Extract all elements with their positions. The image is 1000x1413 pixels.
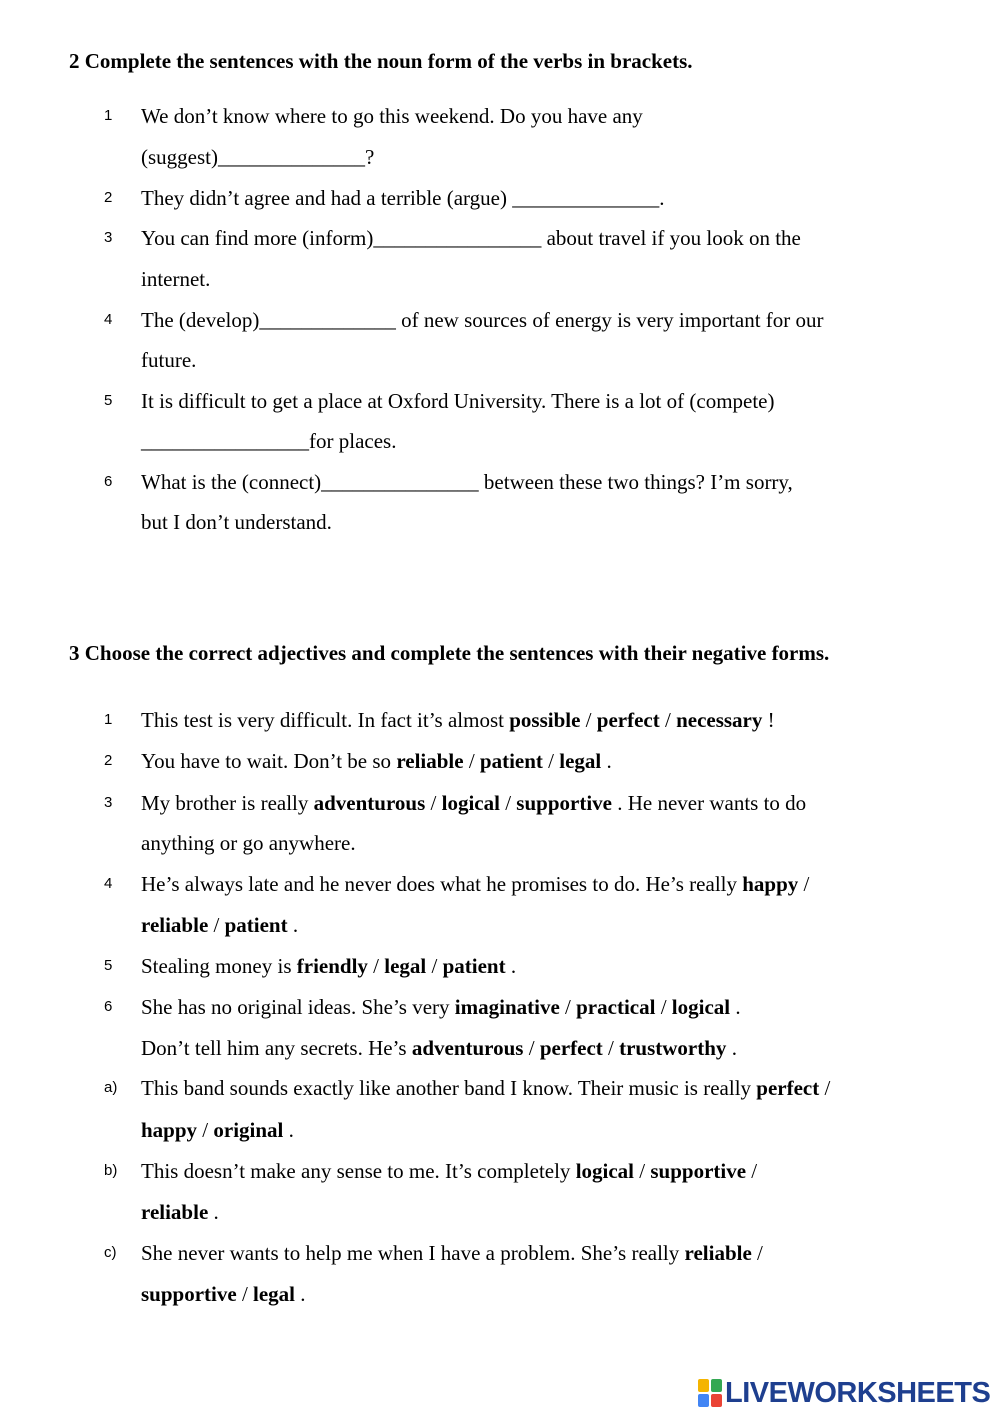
text-segment: .	[505, 954, 517, 978]
text-segment: /	[602, 1036, 620, 1060]
text-segment: .	[730, 995, 741, 1019]
text-segment: You have to wait. Don’t be so	[141, 749, 397, 773]
item-number: 4	[104, 311, 113, 328]
text-segment: /	[751, 1241, 763, 1265]
item-text-line	[141, 1151, 757, 1191]
exercise-2-heading: 2 Complete the sentences with the noun form of the verbs in brackets.	[69, 49, 693, 73]
item-text-line	[141, 864, 809, 904]
adjective-option: logical	[575, 1159, 635, 1183]
text-segment: He’s always late and he never does what he promises to do. He’s really	[141, 872, 743, 896]
item-text-line	[141, 1028, 737, 1068]
text-segment: .	[295, 1282, 306, 1306]
adjective-option: reliable	[141, 913, 209, 937]
item-number: 1	[104, 107, 113, 124]
text-segment: /	[659, 708, 677, 732]
text-segment: She has no original ideas. She’s very	[141, 995, 455, 1019]
text-segment: !	[762, 708, 775, 732]
adjective-option: trustworthy	[619, 1036, 727, 1060]
adjective-option: perfect	[539, 1036, 603, 1060]
adjective-option: perfect	[756, 1076, 820, 1100]
text-segment: /	[236, 1282, 254, 1306]
adjective-option: original	[213, 1118, 284, 1142]
item-text-line: The (develop)_____________ of new sources of energy is very important for our	[141, 308, 824, 332]
text-segment: /	[499, 791, 517, 815]
item-text-line: It is difficult to get a place at Oxford University. There is a lot of (compete)	[141, 389, 775, 413]
text-segment: .	[283, 1118, 294, 1142]
text-segment: /	[208, 913, 225, 937]
logo-mark-icon	[698, 1379, 722, 1407]
text-segment: This band sounds exactly like another band I know. Their music is really	[141, 1076, 757, 1100]
text-segment: /	[542, 749, 560, 773]
adjective-option: supportive	[141, 1282, 237, 1306]
adjective-option: practical	[576, 995, 656, 1019]
text-segment: /	[463, 749, 480, 773]
item-text-line	[141, 1233, 763, 1273]
adjective-option: patient	[479, 749, 543, 773]
adjective-option: friendly	[296, 954, 368, 978]
item-text-line: (suggest)______________?	[141, 145, 375, 169]
item-text-line: but I don’t understand.	[141, 510, 332, 534]
adjective-option: patient	[224, 913, 288, 937]
item-number: b)	[104, 1162, 118, 1179]
text-segment: .	[726, 1036, 737, 1060]
text-segment: Stealing money is	[141, 954, 297, 978]
item-number: c)	[104, 1244, 117, 1261]
text-segment: /	[798, 872, 810, 896]
item-text-line	[141, 987, 741, 1027]
text-segment: /	[655, 995, 672, 1019]
text-segment: This doesn’t make any sense to me. It’s completely	[141, 1159, 576, 1183]
item-number: 6	[104, 473, 113, 490]
item-number: 5	[104, 392, 113, 409]
text-segment: /	[746, 1159, 758, 1183]
item-number: 1	[104, 711, 113, 728]
item-text-line	[141, 823, 356, 863]
adjective-option: necessary	[676, 708, 763, 732]
item-text-line	[141, 1110, 294, 1150]
adjective-option: legal	[384, 954, 427, 978]
adjective-option: reliable	[396, 749, 464, 773]
adjective-option: happy	[742, 872, 799, 896]
adjective-option: patient	[442, 954, 506, 978]
item-text-line	[141, 1068, 830, 1108]
logo-mark-square	[698, 1394, 709, 1407]
adjective-option: logical	[671, 995, 731, 1019]
item-number: 3	[104, 229, 113, 246]
text-segment: This test is very difficult. In fact it’s almost	[141, 708, 510, 732]
text-segment: She never wants to help me when I have a problem. She’s really	[141, 1241, 685, 1265]
text-segment: /	[367, 954, 385, 978]
item-text-line: We don’t know where to go this weekend. Do you have any	[141, 104, 643, 128]
item-text-line: You can find more (inform)________________ about travel if you look on the	[141, 226, 801, 250]
exercise-3-heading: 3 Choose the correct adjectives and complete the sentences with their negative forms.	[69, 641, 830, 665]
item-text-line	[141, 946, 516, 986]
item-number: 3	[104, 794, 113, 811]
text-segment: /	[580, 708, 597, 732]
text-segment: /	[523, 1036, 540, 1060]
item-text-line: ________________for places.	[141, 429, 397, 453]
adjective-option: possible	[509, 708, 581, 732]
item-text-line	[141, 783, 806, 823]
adjective-option: supportive	[650, 1159, 747, 1183]
item-number: 6	[104, 998, 113, 1015]
item-text-line	[141, 905, 298, 945]
adjective-option: reliable	[141, 1200, 209, 1224]
item-number: 4	[104, 875, 113, 892]
text-segment: /	[559, 995, 577, 1019]
text-segment: Don’t tell him any secrets. He’s	[141, 1036, 412, 1060]
adjective-option: legal	[559, 749, 602, 773]
liveworksheets-logo[interactable]	[698, 1376, 990, 1410]
text-segment: /	[426, 954, 443, 978]
item-text-line	[141, 1274, 306, 1314]
adjective-option: supportive	[516, 791, 612, 815]
item-number: a)	[104, 1079, 118, 1096]
item-number: 5	[104, 957, 113, 974]
logo-text: LIVEWORKSHEETS	[725, 1376, 991, 1409]
adjective-option: logical	[441, 791, 500, 815]
adjective-option: reliable	[684, 1241, 752, 1265]
logo-mark-square	[711, 1394, 722, 1407]
adjective-option: happy	[141, 1118, 198, 1142]
item-text-line: They didn’t agree and had a terrible (argue) ______________.	[141, 186, 665, 210]
logo-mark-square	[698, 1379, 709, 1392]
item-text-line: What is the (connect)_______________ between these two things? I’m sorry,	[141, 470, 793, 494]
text-segment: . He never wants to do	[611, 791, 807, 815]
text-segment: /	[819, 1076, 831, 1100]
text-segment: .	[287, 913, 299, 937]
text-segment: /	[634, 1159, 651, 1183]
text-segment: /	[197, 1118, 214, 1142]
item-text-line	[141, 741, 612, 781]
item-text-line: future.	[141, 348, 197, 372]
item-text-line: internet.	[141, 267, 211, 291]
adjective-option: imaginative	[454, 995, 560, 1019]
item-number: 2	[104, 752, 113, 769]
text-segment: .	[208, 1200, 219, 1224]
text-segment: .	[601, 749, 612, 773]
item-text-line	[141, 700, 775, 740]
adjective-option: adventurous	[411, 1036, 524, 1060]
text-segment: anything or go anywhere.	[141, 831, 356, 855]
text-segment: My brother is really	[141, 791, 314, 815]
item-number: 2	[104, 189, 113, 206]
adjective-option: legal	[253, 1282, 296, 1306]
adjective-option: adventurous	[313, 791, 426, 815]
logo-mark-square	[711, 1379, 722, 1392]
text-segment: /	[425, 791, 442, 815]
adjective-option: perfect	[596, 708, 660, 732]
item-text-line	[141, 1192, 219, 1232]
